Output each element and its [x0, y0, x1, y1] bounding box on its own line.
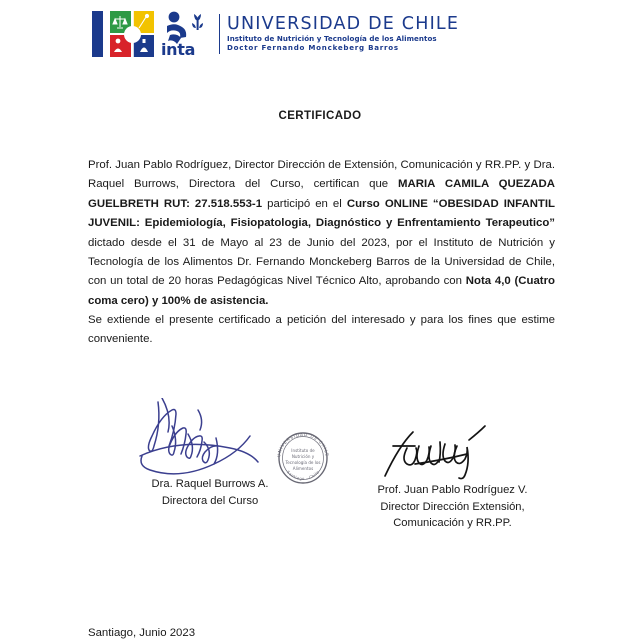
stamp-arc-top: UNIVERSIDAD DE CHILE — [276, 431, 330, 458]
signature-right-name: Prof. Juan Pablo Rodríguez V. — [377, 484, 528, 496]
letterhead — [92, 8, 459, 60]
universidad-de-chile-crest-icon — [110, 10, 156, 58]
signature-left-role: Directora del Curso — [161, 494, 259, 507]
text-run: Se extiende el presente certificado a petición del interesado y para los fines que estime conveniente. — [88, 314, 555, 346]
signature-right-role-line1: Director Dirección Extensión, — [380, 500, 525, 513]
institute-name-line2: Doctor Fernando Monckeberg Barros — [227, 43, 399, 53]
stamp-center-line2: Nutrición y — [291, 454, 315, 459]
stamp-center-line4: Alimentos — [292, 466, 314, 471]
header-divider — [219, 14, 220, 54]
page-title: CERTIFICADO — [278, 110, 362, 122]
stamp-arc-bottom: Santiago - Chile — [285, 469, 321, 482]
text-run-bold: Nota 4,0 (Cuatro coma cero) y 100% de asistencia. — [88, 275, 555, 307]
signature-block-right — [345, 420, 560, 532]
document-footer-location-date: Santiago, Junio 2023 — [88, 627, 196, 639]
university-name: UNIVERSIDAD DE CHILE — [227, 14, 460, 35]
text-run: dictado desde el 31 de Mayo al 23 de Junio del 2023, por el Instituto de Nutrición y Tecnología de los Alimentos Dr. Fernando Monckeberg Barros de la Universidad de Chile, con un total de 20 horas Pedagógicas Nivel Técnico Alto, aprobando con — [88, 236, 555, 288]
certificate-paragraph-2 — [88, 311, 555, 350]
stamp-center-line1: Instituto de — [291, 448, 315, 453]
text-run-bold: MARIA CAMILA QUEZADA GUELBRETH RUT: 27.518.553-1 — [88, 178, 555, 210]
official-seal-stamp — [272, 427, 334, 487]
inta-wordmark: inta — [161, 40, 196, 59]
signature-right-role-line2: Comunicación y RR.PP. — [393, 517, 512, 529]
inta-logo-icon — [161, 10, 213, 58]
blue-bar-decoration — [92, 11, 103, 57]
institute-name-line1: Instituto de Nutrición y Tecnología de los Alimentos — [227, 33, 437, 43]
header-titles — [227, 15, 459, 53]
text-run: participó en el — [262, 197, 347, 210]
crest-emblem-glyphs — [110, 10, 156, 58]
certificate-paragraph-1 — [88, 156, 555, 311]
text-run: Prof. Juan Pablo Rodríguez, Director Dirección de Extensión, Comunicación y RR.PP. y Dra. Raquel Burrows, Directora del Curso, certifican que — [88, 159, 555, 191]
text-run-bold: Curso ONLINE “OBESIDAD INFANTIL JUVENIL: Epidemiología, Fisiopatologia, Diagnóstico y Enfrentamiento Terapeutico” — [88, 197, 556, 230]
signature-left-name: Dra. Raquel Burrows A. — [151, 478, 269, 490]
stamp-center-line3: Tecnología de los — [285, 460, 321, 465]
signature-juan-pablo-rodriguez — [345, 420, 560, 482]
